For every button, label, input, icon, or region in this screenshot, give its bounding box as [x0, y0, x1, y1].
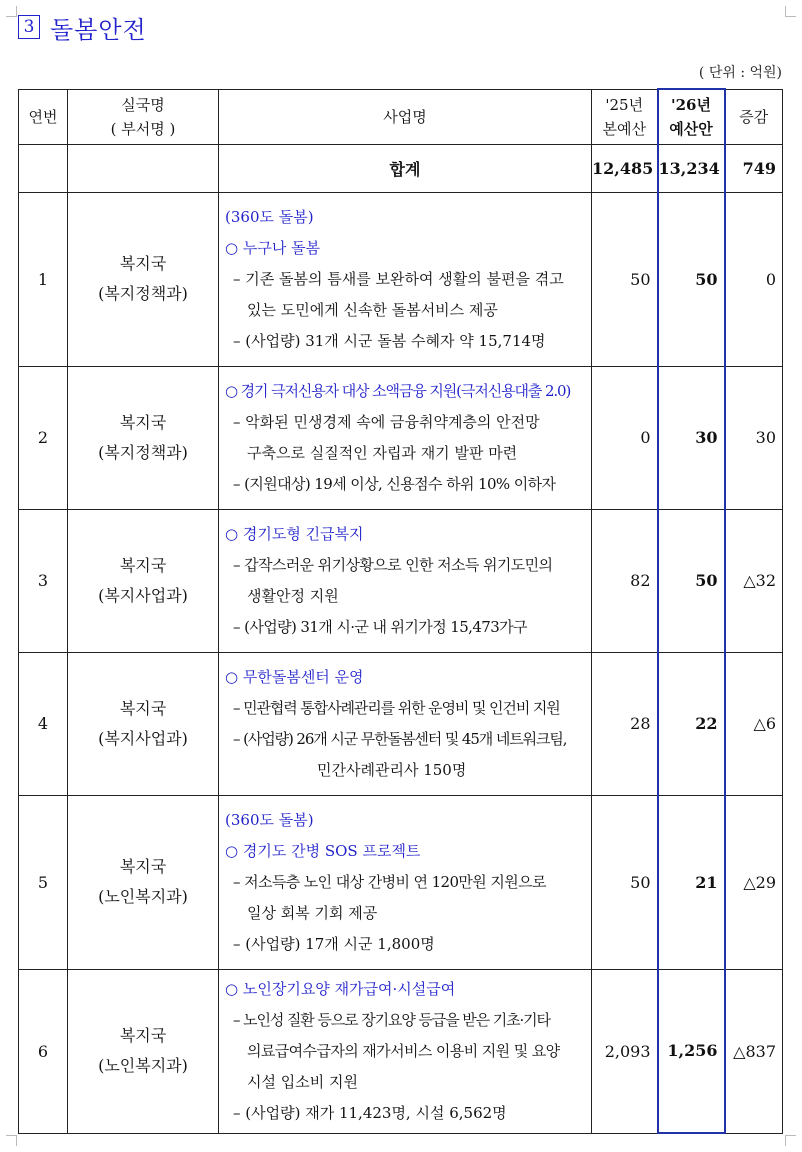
project-title: ○ 경기도형 긴급복지 [225, 524, 364, 543]
crop-mark-top-left [6, 6, 17, 17]
header-prev-budget [592, 89, 658, 144]
total-no-cell [19, 144, 68, 192]
header-prev-line1: '25년 [605, 95, 644, 114]
project-detail-cont: 의료급여수급자의 재가서비스 이용비 지원 및 요양 [247, 1041, 560, 1060]
crop-mark-bottom-left [6, 1135, 17, 1146]
table-row [19, 652, 783, 795]
table-row [19, 366, 783, 509]
header-dept [68, 89, 219, 144]
project-detail: – 악화된 민생경제 속에 금융취약계층의 안전망 [233, 412, 540, 431]
row-project [219, 795, 592, 969]
row-no: 2 [19, 366, 68, 509]
section-heading [18, 12, 147, 42]
row-no: 3 [19, 509, 68, 652]
budget-table [18, 88, 783, 1134]
row-no: 5 [19, 795, 68, 969]
table-row [19, 969, 783, 1133]
row-change: 30 [725, 366, 783, 509]
row-office: (복지사업과) [98, 728, 188, 748]
total-prev: 12,485 [592, 144, 658, 192]
project-detail: – (사업량) 31개 시·군 내 위기가정 15,473가구 [233, 617, 527, 636]
row-bureau: 복지국 [119, 254, 167, 273]
project-detail-cont: 있는 도민에게 신속한 돌봄서비스 제공 [247, 300, 498, 319]
header-change: 증감 [725, 89, 783, 144]
project-tag: (360도 돌봄) [225, 810, 314, 829]
row-bureau: 복지국 [119, 857, 167, 876]
row-office: (노인복지과) [98, 887, 188, 906]
project-detail: – (지원대상) 19세 이상, 신용점수 하위 10% 이하자 [233, 474, 556, 493]
header-dept-line1: 실국명 [121, 95, 165, 114]
row-curr: 21 [658, 795, 725, 969]
row-prev: 28 [592, 652, 658, 795]
row-project [219, 969, 592, 1133]
row-no: 4 [19, 652, 68, 795]
header-row [19, 89, 783, 144]
project-title: ○ 경기 극저신용자 대상 소액금융 지원(극저신용대출 2.0) [225, 381, 571, 400]
unit-note: ( 단위 : 억원) [698, 65, 782, 81]
row-dept [68, 366, 219, 509]
row-bureau: 복지국 [119, 1026, 167, 1045]
row-office: (복지정책과) [98, 442, 188, 462]
row-bureau: 복지국 [119, 412, 167, 432]
project-detail: – 민관협력 통합사례관리를 위한 운영비 및 인건비 지원 [233, 698, 560, 717]
total-change: 749 [725, 144, 783, 192]
project-detail: – 기존 돌봄의 틈새를 보완하여 생활의 불편을 겪고 [233, 269, 564, 288]
row-dept [68, 795, 219, 969]
project-title: ○ 노인장기요양 재가급여·시설급여 [225, 979, 456, 998]
table-row [19, 795, 783, 969]
row-change: △32 [725, 509, 783, 652]
row-no: 6 [19, 969, 68, 1133]
project-title: ○ 경기도 간병 SOS 프로젝트 [225, 841, 421, 860]
project-detail-cont: 시설 입소비 지원 [247, 1072, 358, 1091]
table-row [19, 509, 783, 652]
row-dept [68, 509, 219, 652]
project-detail: – (사업량) 재가 11,423명, 시설 6,562명 [233, 1103, 507, 1122]
row-change: △29 [725, 795, 783, 969]
row-prev: 50 [592, 795, 658, 969]
project-detail: – (사업량) 17개 시군 1,800명 [233, 934, 435, 953]
project-detail: – (사업량) 31개 시군 돌봄 수혜자 약 15,714명 [233, 331, 546, 350]
row-project [219, 192, 592, 366]
project-title: ○ 누구나 돌봄 [225, 238, 321, 257]
header-no: 연번 [19, 89, 68, 144]
crop-mark-bottom-right [785, 1135, 796, 1146]
row-bureau: 복지국 [119, 698, 167, 718]
row-bureau: 복지국 [119, 555, 167, 575]
project-detail-cont: 생활안정 지원 [247, 586, 339, 605]
row-project [219, 652, 592, 795]
total-curr: 13,234 [658, 144, 725, 192]
row-project [219, 509, 592, 652]
table-row [19, 192, 783, 366]
project-detail-cont: 민간사례관리사 150명 [317, 760, 467, 779]
row-change: △6 [725, 652, 783, 795]
row-office: (노인복지과) [98, 1056, 188, 1075]
total-dept-cell [68, 144, 219, 192]
row-office: (복지사업과) [98, 585, 188, 605]
row-dept [68, 192, 219, 366]
crop-mark-top-right [785, 6, 796, 17]
row-curr: 50 [658, 192, 725, 366]
project-detail: – 저소득층 노인 대상 간병비 연 120만원 지원으로 [233, 872, 546, 891]
header-dept-line2: ( 부서명 ) [110, 119, 176, 138]
row-prev: 50 [592, 192, 658, 366]
header-curr-line1: '26년 [671, 95, 711, 114]
header-prev-line2: 본예산 [602, 119, 646, 138]
row-dept [68, 652, 219, 795]
section-title: 돌봄안전 [50, 15, 147, 44]
project-detail: – (사업량) 26개 시군 무한돌봄센터 및 45개 네트워크팀, [233, 729, 567, 748]
row-change: △837 [725, 969, 783, 1133]
total-label: 합계 [219, 144, 592, 192]
row-project [219, 366, 592, 509]
project-detail: – 노인성 질환 등으로 장기요양 등급을 받은 기초·기타 [233, 1010, 550, 1029]
project-detail-cont: 구축으로 실질적인 자립과 재기 발판 마련 [247, 443, 518, 462]
row-office: (복지정책과) [98, 284, 188, 303]
project-title: ○ 무한돌봄센터 운영 [225, 667, 364, 686]
row-prev: 82 [592, 509, 658, 652]
section-number-box: 3 [18, 15, 40, 39]
total-row [19, 144, 783, 192]
project-detail-cont: 일상 회복 기회 제공 [247, 903, 378, 922]
row-curr: 22 [658, 652, 725, 795]
row-dept [68, 969, 219, 1133]
row-prev: 0 [592, 366, 658, 509]
row-curr: 1,256 [658, 969, 725, 1133]
header-curr-budget [658, 89, 725, 144]
row-curr: 30 [658, 366, 725, 509]
row-prev: 2,093 [592, 969, 658, 1133]
row-curr: 50 [658, 509, 725, 652]
project-detail: – 갑작스러운 위기상황으로 인한 저소득 위기도민의 [233, 555, 553, 574]
header-project-name: 사업명 [219, 89, 592, 144]
project-tag: (360도 돌봄) [225, 207, 314, 226]
row-change: 0 [725, 192, 783, 366]
row-no: 1 [19, 192, 68, 366]
header-curr-line2: 예산안 [669, 119, 713, 138]
